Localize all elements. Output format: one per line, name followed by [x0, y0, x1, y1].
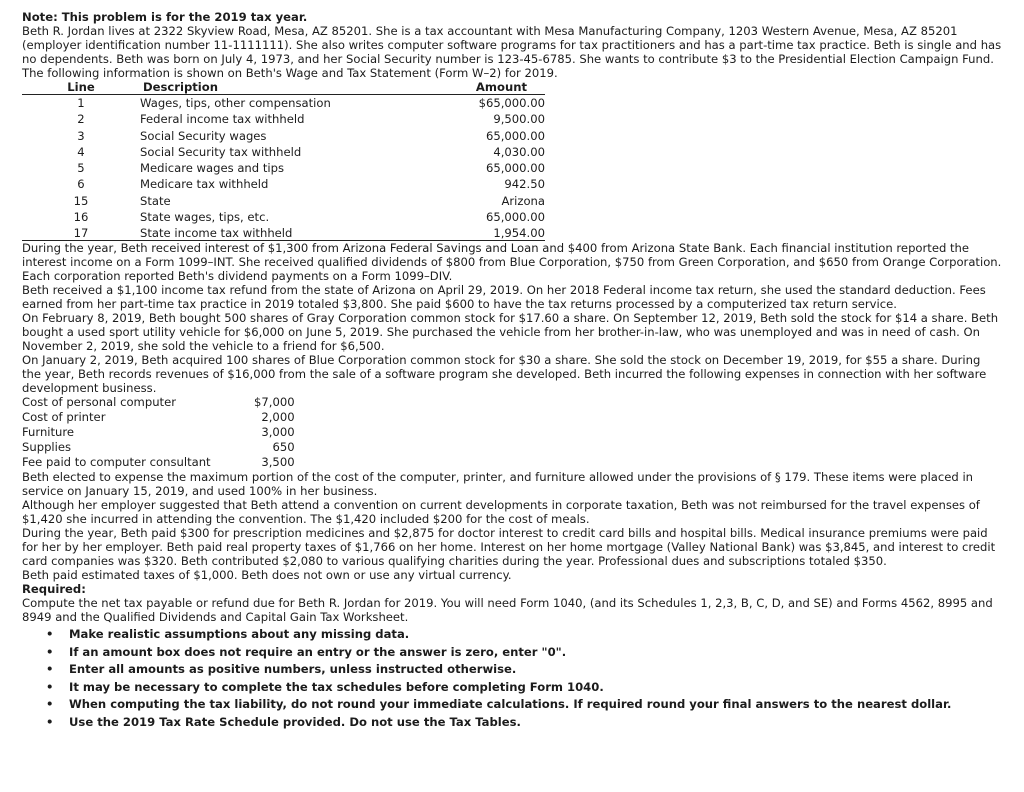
expense-row: [22, 410, 295, 425]
expense-row: [22, 440, 295, 455]
note-heading: Note: This problem is for the 2019 tax year.: [22, 10, 308, 24]
w2-description: Social Security tax withheld: [140, 144, 302, 159]
instruction-text: Use the 2019 Tax Rate Schedule provided. Do not use the Tax Tables.: [69, 714, 521, 729]
instruction-text: It may be necessary to complete the tax schedules before completing Form 1040.: [69, 679, 604, 694]
w2-description: Medicare wages and tips: [140, 161, 284, 176]
expense-amount: 650: [272, 440, 295, 455]
w2-row: [22, 177, 545, 193]
w2-amount: 65,000.00: [485, 210, 545, 225]
w2-row: [22, 112, 545, 128]
w2-amount: $65,000.00: [478, 96, 545, 110]
instruction-item: [46, 626, 1002, 644]
bullet-icon: •: [46, 662, 54, 677]
expense-row: [22, 395, 295, 410]
narrative-paragraph: Beth elected to expense the maximum portion of the cost of the computer, printer, and furniture allowed under the provisions of § 179. These items were placed in service on January 15, 2019, and used 100% in her business.: [22, 470, 974, 499]
narrative-section-2: [22, 470, 1002, 582]
expense-name: Fee paid to computer consultant: [22, 455, 211, 470]
w2-description: Social Security wages: [140, 128, 267, 143]
instruction-item: [46, 714, 1002, 732]
w2-row: [22, 95, 545, 113]
w2-header-description: Description: [140, 80, 339, 95]
w2-line: 5: [77, 161, 85, 176]
narrative-paragraph: Beth paid estimated taxes of $1,000. Beth does not own or use any virtual currency.: [22, 568, 512, 583]
expense-name: Supplies: [22, 440, 72, 455]
narrative-section-1: [22, 241, 1002, 395]
w2-row: [22, 210, 545, 226]
w2-line: 2: [77, 112, 85, 127]
w2-amount: 65,000.00: [485, 128, 545, 143]
expenses-body: [22, 395, 295, 470]
expense-name: Furniture: [22, 425, 75, 440]
w2-amount: 65,000.00: [485, 161, 545, 176]
instruction-text: When computing the tax liability, do not round your immediate calculations. If required round your final answers to the nearest dollar.: [69, 697, 952, 712]
w2-description: Medicare tax withheld: [140, 177, 269, 192]
w2-amount: 942.50: [504, 177, 545, 192]
instructions-list: [22, 626, 1002, 731]
w2-header-line: Line: [22, 80, 140, 95]
required-text: Compute the net tax payable or refund due for Beth R. Jordan for 2019. You will need Form 1040, (and its Schedules 1, 2,3, B, C, D, and SE) and Forms 4562, 8995 and 8949 and the Qualified Dividends and Capital Gain Tax Worksheet.: [22, 596, 993, 625]
expense-name: Cost of printer: [22, 410, 106, 425]
w2-amount: 9,500.00: [493, 112, 545, 127]
expenses-table: [22, 395, 295, 470]
w2-row: [22, 161, 545, 177]
w2-amount: 4,030.00: [493, 144, 545, 159]
bullet-icon: •: [46, 697, 54, 712]
w2-header-amount: Amount: [339, 80, 545, 95]
narrative-paragraph: Although her employer suggested that Beth attend a convention on current developments in corporate taxation, Beth was not reimbursed for the travel expenses of $1,420 she incurred in attending the convention. The $1,420 included $200 for the cost of meals.: [22, 498, 980, 527]
expense-row: [22, 425, 295, 440]
w2-description: State: [140, 193, 171, 208]
w2-description: State wages, tips, etc.: [140, 210, 270, 225]
w2-line: 4: [77, 144, 85, 159]
w2-line: 15: [73, 193, 89, 208]
w2-line: 3: [77, 128, 85, 143]
w2-intro: The following information is shown on Beth's Wage and Tax Statement (Form W–2) for 2019.: [22, 66, 558, 80]
expense-amount: $7,000: [254, 395, 295, 410]
expense-amount: 3,000: [261, 425, 295, 440]
w2-description: Federal income tax withheld: [140, 112, 305, 127]
w2-description: State income tax withheld: [140, 226, 339, 241]
w2-table: [22, 80, 545, 241]
w2-row: [22, 145, 545, 161]
w2-line: 16: [73, 210, 89, 225]
bullet-icon: •: [46, 627, 54, 642]
instruction-text: If an amount box does not require an entry or the answer is zero, enter "0".: [69, 644, 567, 659]
w2-line: 1: [77, 96, 85, 110]
instruction-text: Enter all amounts as positive numbers, unless instructed otherwise.: [69, 662, 517, 677]
expense-amount: 3,500: [261, 455, 295, 470]
bullet-icon: •: [46, 679, 54, 694]
instruction-item: [46, 644, 1002, 662]
w2-table-body: [22, 95, 545, 241]
expense-name: Cost of personal computer: [22, 395, 176, 410]
w2-description: Wages, tips, other compensation: [140, 96, 331, 110]
narrative-paragraph: During the year, Beth received interest of $1,300 from Arizona Federal Savings and Loan and $400 from Arizona State Bank. Each financial institution reported the interest income on a Form 1099–INT. She received qualified dividends of $800 from Blue Corporation, $750 from Green Corporation, and $650 from Orange Corporation. Each corporation reported Beth's dividend payments on a Form 1099–DIV.: [22, 241, 1002, 284]
bullet-icon: •: [46, 644, 54, 659]
w2-header-row: [22, 80, 545, 95]
required-heading: Required:: [22, 582, 86, 597]
narrative-paragraph: During the year, Beth paid $300 for prescription medicines and $2,875 for doctor interest to credit card bills and hospital bills. Medical insurance premiums were paid for her by her employer. Beth paid real property taxes of $1,766 on her home. Interest on her home mortgage (Valley National Bank) was $3,845, and interest to credit card companies was $320. Beth contributed $2,080 to various qualifying charities during the year. Professional dues and subscriptions totaled $350.: [22, 526, 996, 569]
instruction-item: [46, 679, 1002, 697]
w2-amount: Arizona: [501, 193, 545, 208]
w2-row: [22, 129, 545, 145]
w2-line: 17: [22, 226, 140, 241]
expense-row: [22, 455, 295, 470]
narrative-paragraph: Beth received a $1,100 income tax refund from the state of Arizona on April 29, 2019. On her 2018 Federal income tax return, she used the standard deduction. Fees earned from her part-time tax practice in 2019 totaled $3,800. She paid $600 to have the tax returns processed by a computerized tax return service.: [22, 283, 986, 312]
w2-row: [22, 194, 545, 210]
instruction-text: Make realistic assumptions about any missing data.: [69, 627, 410, 642]
intro-paragraph: Beth R. Jordan lives at 2322 Skyview Road, Mesa, AZ 85201. She is a tax accountant with Mesa Manufacturing Company, 1203 Western Avenue, Mesa, AZ 85201 (employer identification number 11-1111111). She also writes computer software programs for tax practitioners and has a part-time tax practice. Beth is single and has no dependents. Beth was born on July 4, 1973, and her Social Security number is 123-45-6785. She wants to contribute $3 to the Presidential Election Campaign Fund.: [22, 24, 1002, 66]
narrative-paragraph: On January 2, 2019, Beth acquired 100 shares of Blue Corporation common stock for $30 a share. She sold the stock on December 19, 2019, for $55 a share. During the year, Beth records revenues of $16,000 from the sale of a software program she developed. Beth incurred the following expenses in connection with her software development business.: [22, 353, 987, 396]
w2-line: 6: [77, 177, 85, 192]
expense-amount: 2,000: [261, 410, 295, 425]
instruction-item: [46, 661, 1002, 679]
narrative-paragraph: On February 8, 2019, Beth bought 500 shares of Gray Corporation common stock for $17.60 a share. On September 12, 2019, Beth sold the stock for $14 a share. Beth bought a used sport utility vehicle for $6,000 on June 5, 2019. She purchased the vehicle from her brother-in-law, who was unemployed and was in need of cash. On November 2, 2019, she sold the vehicle to a friend for $6,500.: [22, 311, 999, 354]
w2-amount: 1,954.00: [339, 226, 545, 241]
w2-row: [22, 226, 545, 241]
instruction-item: [46, 696, 1002, 714]
bullet-icon: •: [46, 714, 54, 729]
